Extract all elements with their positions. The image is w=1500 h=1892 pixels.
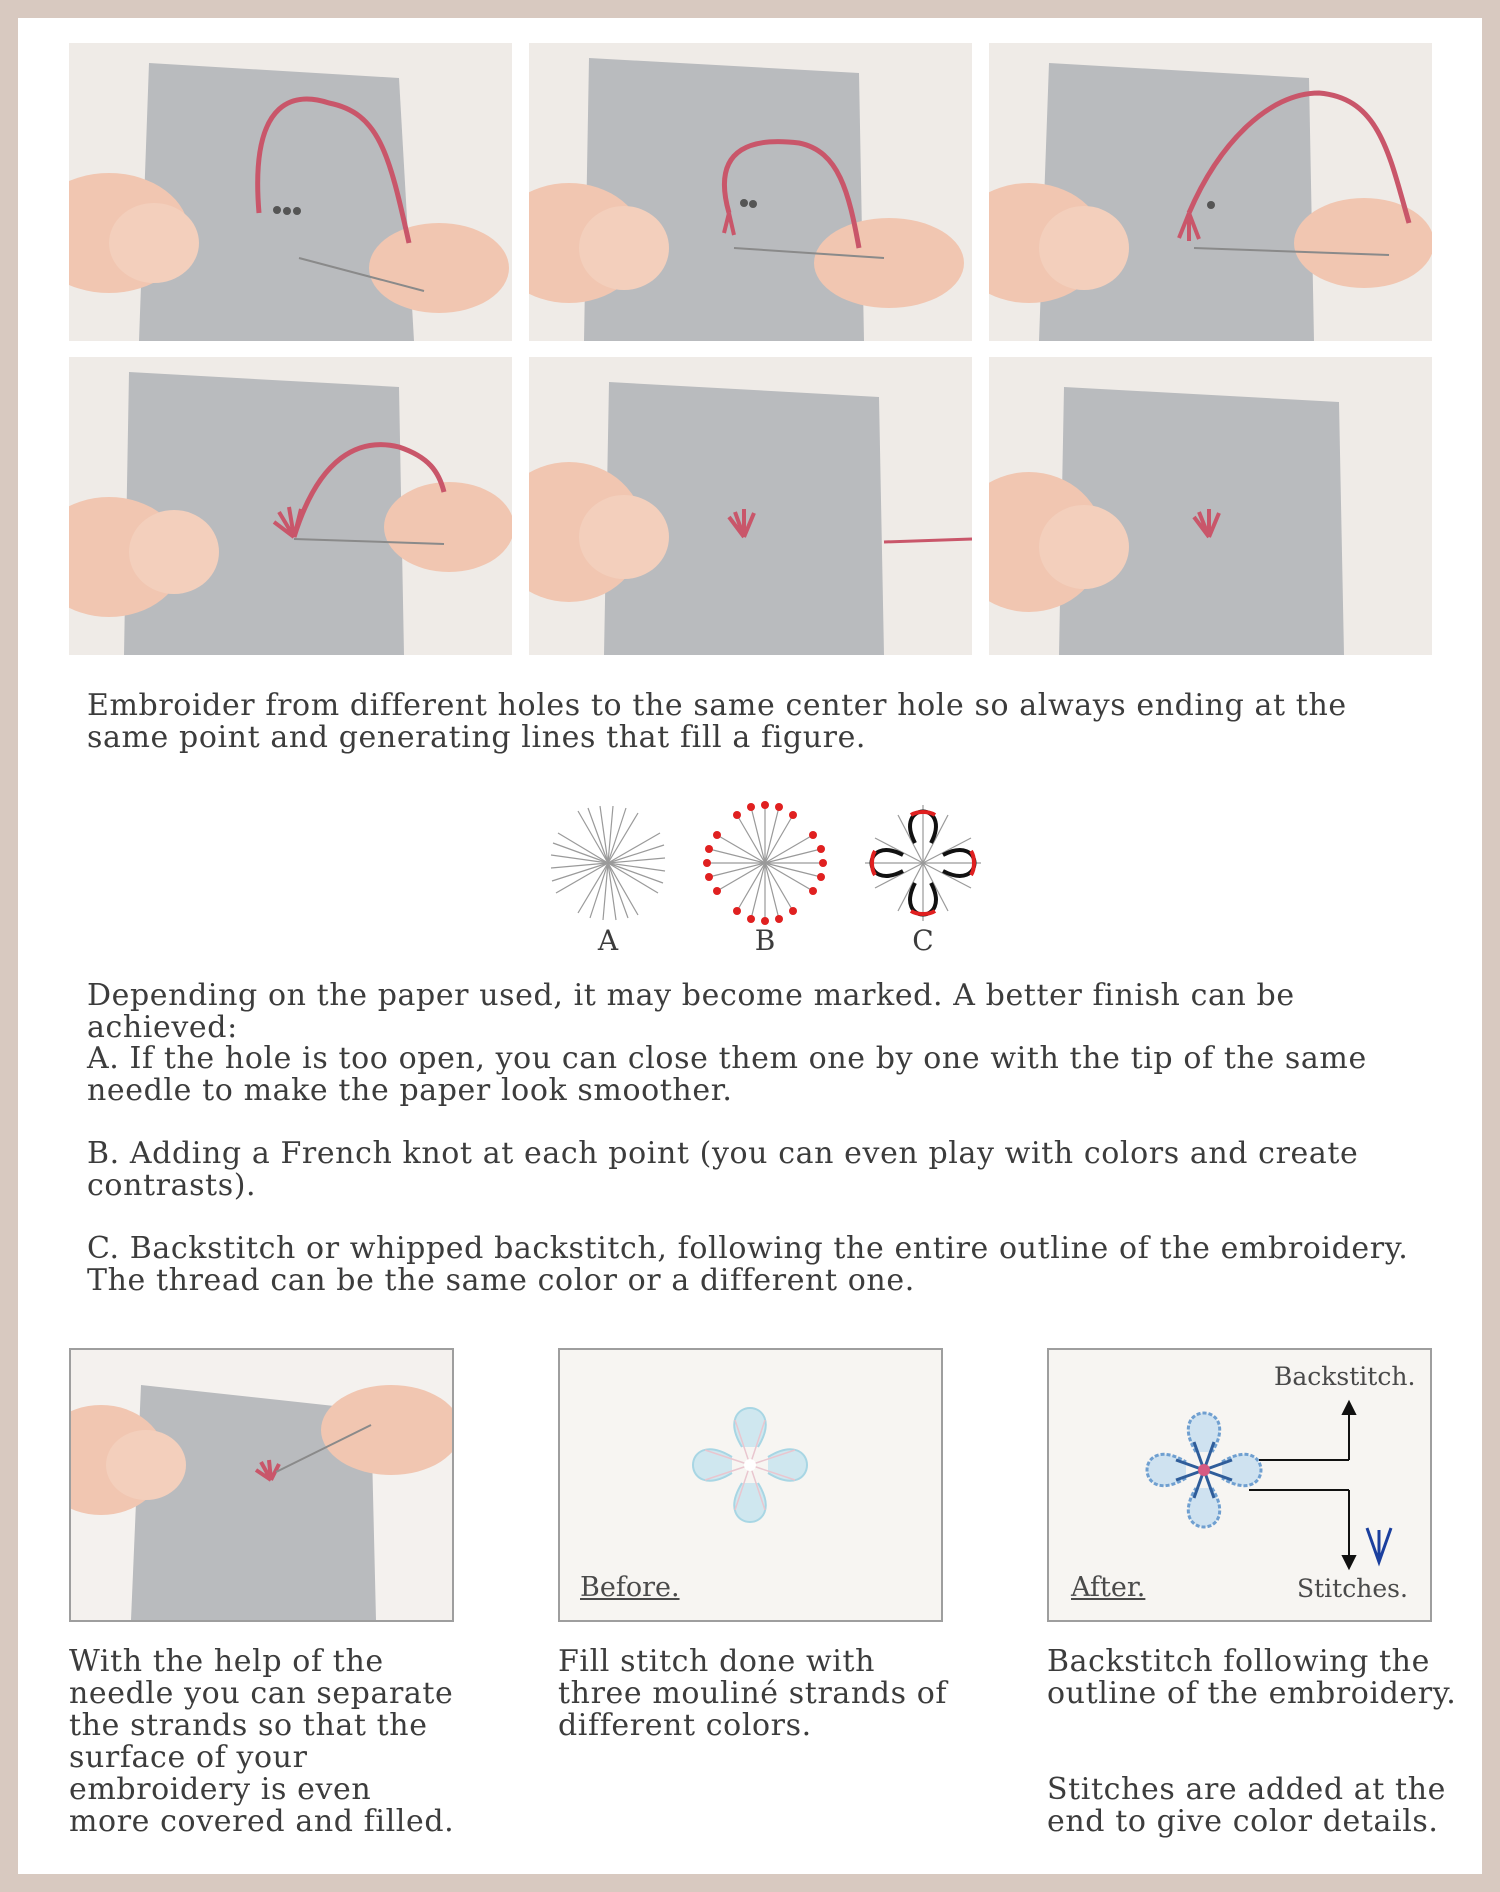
diagram-c: [865, 805, 981, 921]
step-photo-2: [529, 43, 972, 341]
step-photo-1: [69, 43, 512, 341]
after-caption-1: Backstitch following the outline of the embroidery.: [1047, 1644, 1457, 1711]
separate-strands-caption: With the help of the needle you can separate the strands so that the surface of your embroidery is even more covered and filled.: [69, 1644, 455, 1839]
after-photo: [1047, 1348, 1432, 1622]
finishing-intro: Depending on the paper used, it may become marked. A better finish can be achieved:: [87, 978, 1295, 1045]
stitch-diagram: [528, 798, 998, 928]
before-tag: Before.: [580, 1572, 680, 1603]
finishing-option-c: C. Backstitch or whipped backstitch, following the entire outline of the embroidery. The thread can be the same color or a different one.: [87, 1231, 1409, 1298]
before-caption: Fill stitch done with three mouliné strands of different colors.: [558, 1644, 948, 1743]
before-photo: [558, 1348, 943, 1622]
step-photo-4: [69, 357, 512, 655]
step-photo-6: [989, 357, 1432, 655]
step-photo-5: [529, 357, 972, 655]
stitches-note: Stitches.: [1297, 1574, 1408, 1603]
backstitch-note: Backstitch.: [1274, 1362, 1416, 1391]
finishing-option-a: A. If the hole is too open, you can close them one by one with the tip of the same needle to make the paper look smoother.: [87, 1041, 1367, 1108]
after-tag: After.: [1071, 1572, 1146, 1603]
diagram-label-a: A: [597, 924, 619, 957]
after-caption-2: Stitches are added at the end to give color details.: [1047, 1772, 1446, 1839]
diagram-a: [551, 806, 665, 920]
diagram-b: [703, 801, 827, 925]
finishing-option-b: B. Adding a French knot at each point (you can even play with colors and create contrasts).: [87, 1136, 1359, 1203]
separate-strands-photo: [69, 1348, 454, 1622]
step-photo-3: [989, 43, 1432, 341]
intro-text: Embroider from different holes to the same center hole so always ending at the same point and generating lines that fill a figure.: [87, 688, 1347, 755]
page: [18, 18, 1482, 1874]
diagram-label-b: B: [754, 924, 776, 957]
diagram-label-c: C: [912, 924, 934, 957]
